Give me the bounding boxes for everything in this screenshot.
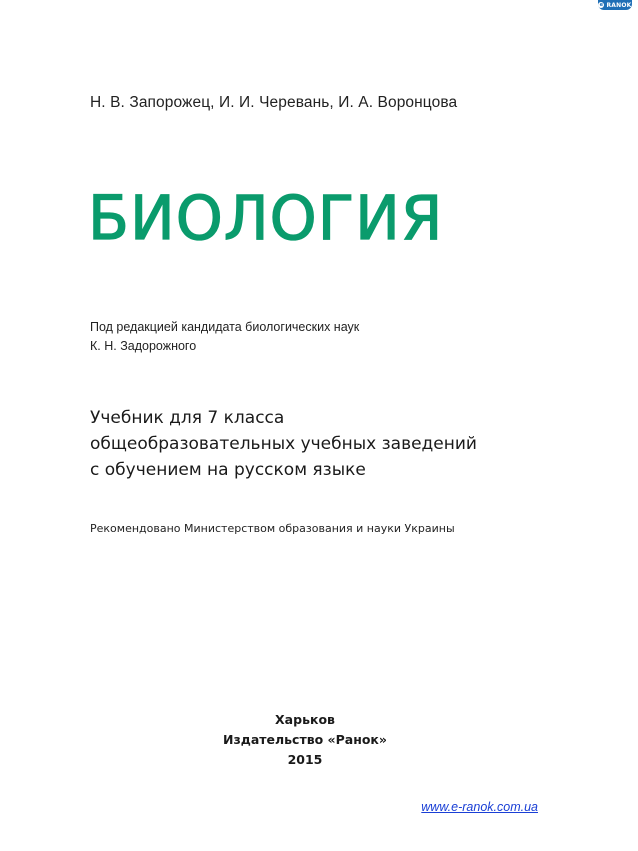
e-ranok-logo-icon: e [599, 2, 604, 8]
ministry-recommendation: Рекомендовано Министерством образования и науки Украины [90, 522, 455, 535]
imprint [0, 710, 610, 770]
imprint-city: Харьков [275, 712, 335, 727]
editor-credit [90, 318, 359, 356]
textbook-description [90, 405, 477, 483]
editor-line-2: К. Н. Задорожного [90, 339, 197, 353]
publisher-badge[interactable] [598, 0, 632, 10]
imprint-publisher: Издательство «Ранок» [223, 732, 387, 747]
book-title: БИОЛОГИЯ [88, 183, 444, 254]
imprint-year: 2015 [287, 752, 323, 767]
publisher-badge-label: RANOK [606, 1, 632, 9]
textbook-line-2: общеобразовательных учебных заведений [90, 434, 477, 454]
editor-line-1: Под редакцией кандидата биологических наук [90, 320, 360, 334]
textbook-line-3: с обучением на русском языке [90, 460, 366, 480]
website-link[interactable]: www.e-ranok.com.ua [421, 800, 538, 814]
authors: Н. В. Запорожец, И. И. Черевань, И. А. Воронцова [90, 94, 458, 111]
textbook-line-1: Учебник для 7 класса [90, 408, 285, 428]
